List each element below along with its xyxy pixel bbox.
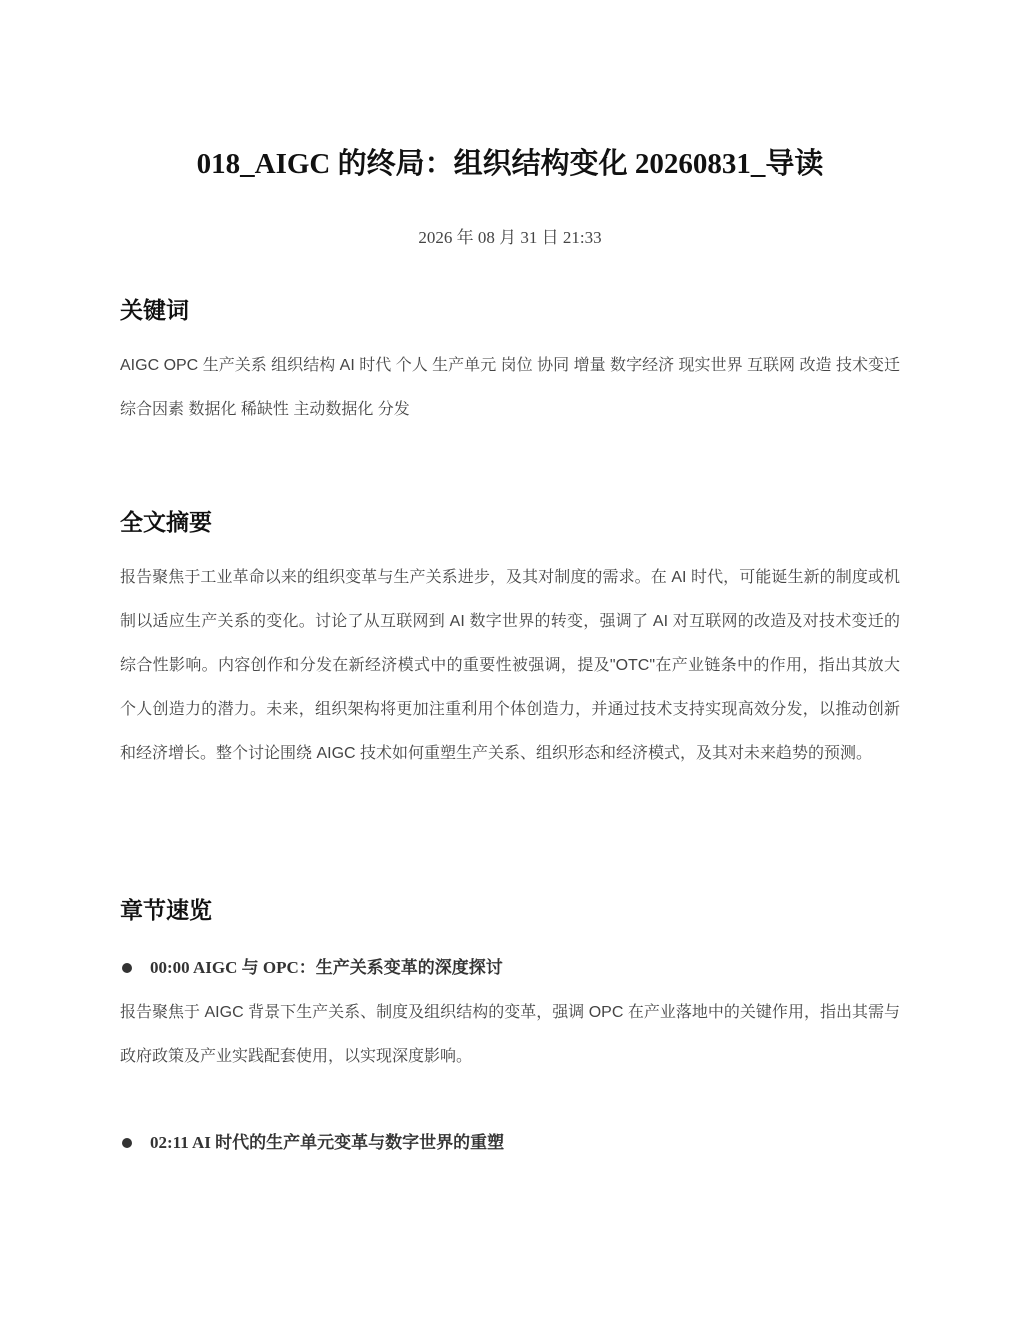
chapters-heading: 章节速览 <box>120 897 212 923</box>
summary-heading: 全文摘要 <box>120 509 212 535</box>
chapter-item <box>120 1128 900 1158</box>
chapter-title: 02:11 AI 时代的生产单元变革与数字世界的重塑 <box>150 1133 505 1152</box>
keywords-text: AIGC OPC 生产关系 组织结构 AI 时代 个人 生产单元 岗位 协同 增量 数字经济 现实世界 互联网 改造 技术变迁 综合因素 数据化 稀缺性 主动数据化 分发 <box>120 357 900 418</box>
chapter-description: 报告聚焦于 AIGC 背景下生产关系、制度及组织结构的变革，强调 OPC 在产业落地中的关键作用，指出其需与政府政策及产业实践配套使用，以实现深度影响。 <box>120 1004 900 1065</box>
chapter-item <box>120 953 900 983</box>
document-date: 2026 年 08 月 31 日 21:33 <box>418 228 602 247</box>
chapter-title: 00:00 AIGC 与 OPC：生产关系变革的深度探讨 <box>150 958 503 977</box>
keywords-heading: 关键词 <box>120 297 189 323</box>
bullet-icon <box>122 1138 132 1148</box>
document-title: 018_AIGC 的终局：组织结构变化 20260831_导读 <box>196 148 824 180</box>
bullet-icon <box>122 963 132 973</box>
summary-text: 报告聚焦于工业革命以来的组织变革与生产关系进步，及其对制度的需求。在 AI 时代，可能诞生新的制度或机制以适应生产关系的变化。讨论了从互联网到 AI 数字世界的转变，强调了 AI 对互联网的改造及对技术变迁的综合性影响。内容创作和分发在新经济模式中的重要性被强调，提及"OTC"在产业链条中的作用，指出其放大个人创造力的潜力。未来，组织架构将更加注重利用个体创造力，并通过技术支持实现高效分发，以推动创新和经济增长。整个讨论围绕 AIGC 技术如何重塑生产关系、组织形态和经济模式，及其对未来趋势的预测。 <box>120 569 900 762</box>
